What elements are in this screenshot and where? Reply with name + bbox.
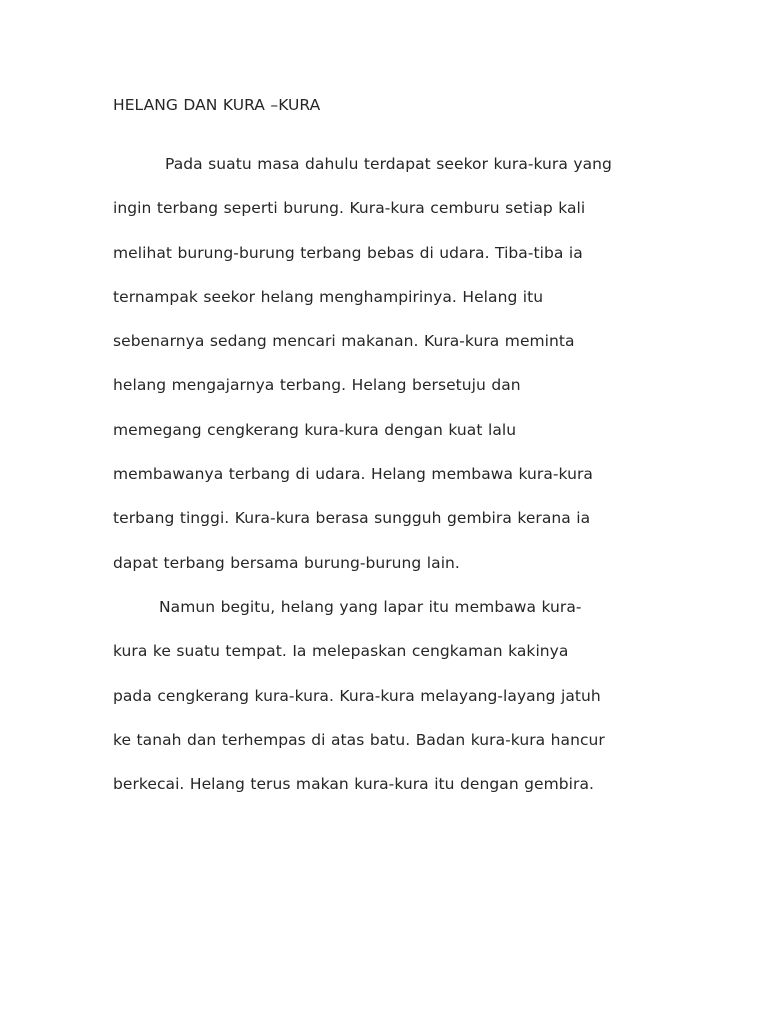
paragraph-line: memegang cengkerang kura-kura dengan kuat lalu [113,420,517,439]
paragraph-line: helang mengajarnya terbang. Helang bersetuju dan [113,376,521,395]
paragraph-line: dapat terbang bersama burung-burung lain. [113,553,460,572]
paragraph-1 [113,142,673,585]
paragraph-line: Namun begitu, helang yang lapar itu membawa kura- [159,597,582,616]
paragraph-line: ke tanah dan terhempas di atas batu. Badan kura-kura hancur [113,730,605,749]
document-body [113,88,673,806]
paragraph-line: Pada suatu masa dahulu terdapat seekor kura-kura yang [165,155,612,173]
paragraph-line: melihat burung-burung terbang bebas di udara. Tiba-tiba ia [113,243,583,262]
paragraph-line: ternampak seekor helang menghampirinya. Helang itu [113,287,544,306]
paragraph-2 [113,585,673,806]
paragraph-line: membawanya terbang di udara. Helang membawa kura-kura [113,465,593,484]
paragraph-line: berkecai. Helang terus makan kura-kura itu dengan gembira. [113,775,594,794]
paragraph-line: terbang tinggi. Kura-kura berasa sungguh gembira kerana ia [113,509,591,528]
paragraph-line: ingin terbang seperti burung. Kura-kura cemburu setiap kali [113,199,586,218]
document-title: HELANG DAN KURA –KURA [113,96,321,114]
paragraph-line: sebenarnya sedang mencari makanan. Kura-kura meminta [113,332,575,351]
title-spacer [113,122,673,142]
paragraph-line: pada cengkerang kura-kura. Kura-kura melayang-layang jatuh [113,686,601,705]
paragraph-line: kura ke suatu tempat. Ia melepaskan cengkaman kakinya [113,642,569,661]
